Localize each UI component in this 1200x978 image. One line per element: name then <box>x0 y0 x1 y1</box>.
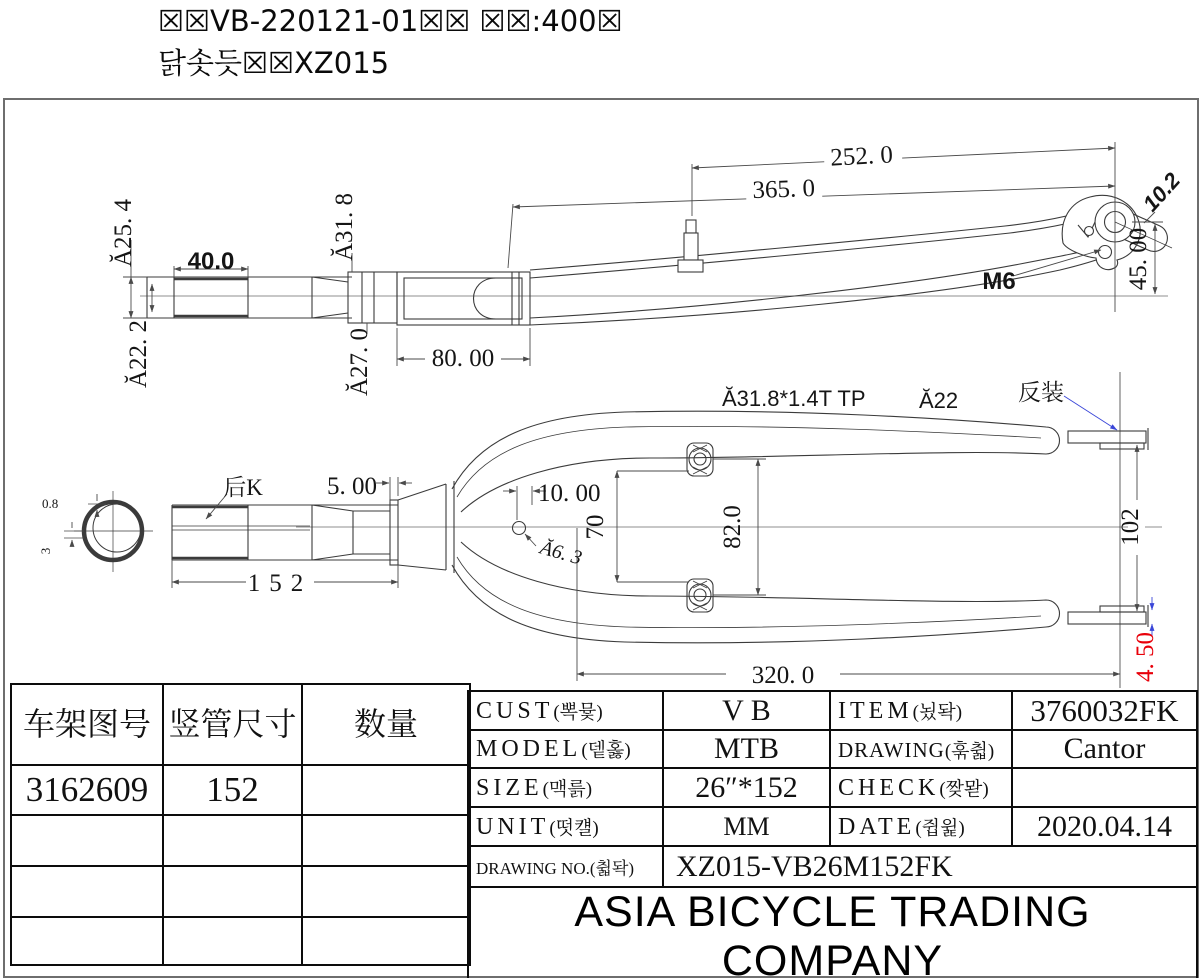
drawing-label: DRAWING(훆췳) <box>830 730 1012 768</box>
vent-hole <box>513 522 526 535</box>
dim-10-2: 10.2 <box>1137 167 1186 217</box>
side-view <box>140 192 1172 325</box>
dim-320: 320. 0 <box>751 662 815 689</box>
model-value: MTB <box>663 730 830 768</box>
check-label: CHECK(짲뫋) <box>830 768 1012 807</box>
side-steerer-tube <box>147 277 352 318</box>
parts-table <box>10 683 471 966</box>
title-row-drawing-no <box>468 846 1197 887</box>
dim-40: 40.0 <box>187 248 235 275</box>
label-blade-spec: Ă31.8*1.4T TP <box>722 386 866 411</box>
dim-0-8: 0.8 <box>42 496 59 511</box>
dim-10: 10. 00 <box>538 480 601 507</box>
side-blades <box>530 205 1110 325</box>
date-label: DATE(쥡윑) <box>830 807 1012 846</box>
drawing-no-value: XZ015-VB26M152FK <box>663 846 1197 887</box>
dim-dia-31-8: Ă31. 8 <box>331 192 358 262</box>
label-rear-k: 后K <box>223 475 263 500</box>
label-m6: M6 <box>982 268 1016 295</box>
title-row-unit <box>468 807 1197 846</box>
dim-5: 5. 00 <box>327 473 377 500</box>
dim-102: 102 <box>1117 508 1144 546</box>
col-quantity: 数量 <box>302 684 470 765</box>
side-view-dimensions <box>123 142 1163 366</box>
side-crown <box>348 272 530 325</box>
plan-steerer-tube <box>172 500 398 565</box>
dim-dia-22-2: Ă22. 2 <box>125 319 152 389</box>
side-view-labels <box>109 141 1186 396</box>
col-steerer-size: 竖管尺寸 <box>163 684 302 765</box>
size-value: 26″*152 <box>663 768 830 807</box>
dim-dia-25-4: Ă25. 4 <box>110 198 137 268</box>
steerer-cross-section <box>74 491 153 572</box>
drawing-no-label: DRAWING NO.(췳돡) <box>468 846 663 887</box>
parts-header-row <box>11 684 470 765</box>
parts-row-1 <box>11 765 470 815</box>
dim-45: 45. 00 <box>1125 227 1152 291</box>
tube-size-value: 152 <box>163 765 302 815</box>
dim-4-50: 4. 50 <box>1132 632 1159 682</box>
label-dia-22: Ă22 <box>919 388 959 413</box>
dim-dia-6-3: Ă6. 3 <box>537 536 585 570</box>
dim-dia-27: Ă27. 0 <box>346 327 373 397</box>
cust-value: V B <box>663 691 830 730</box>
frame-no-value: 3162609 <box>11 765 163 815</box>
title-row-model <box>468 730 1197 768</box>
company-name: ASIA BICYCLE TRADING COMPANY <box>468 887 1197 978</box>
unit-value: MM <box>663 807 830 846</box>
check-value <box>1012 768 1197 807</box>
title-row-size <box>468 768 1197 807</box>
side-brake-boss <box>678 220 703 272</box>
dim-82: 82.0 <box>719 505 746 549</box>
dim-3: 3 <box>38 547 53 555</box>
drawing-value: Cantor <box>1012 730 1197 768</box>
parts-row-2 <box>11 815 470 866</box>
col-frame-drawing-no: 车架图号 <box>11 684 163 765</box>
parts-row-4 <box>11 917 470 965</box>
dim-252: 252. 0 <box>829 141 894 172</box>
plan-view-labels <box>38 380 1159 689</box>
plan-brake-boss-upper <box>687 443 713 476</box>
plan-brake-boss-lower <box>687 579 713 612</box>
item-label: ITEM(뇠돡) <box>830 691 1012 730</box>
dim-152: 152 <box>247 570 313 597</box>
label-reverse-mount: 反装 <box>1018 380 1064 405</box>
header-model-line: 닭솟듯☒☒XZ015 <box>158 46 390 80</box>
title-row-cust <box>468 691 1197 730</box>
cust-label: CUST(뽁뮻) <box>468 691 663 730</box>
unit-label: UNIT(떳컐) <box>468 807 663 846</box>
title-block <box>467 690 1198 978</box>
title-row-company <box>468 887 1197 978</box>
plan-view <box>74 372 1162 688</box>
dim-70: 70 <box>582 514 609 540</box>
header-order-line: ☒☒VB-220121-01☒☒ ☒☒:400☒ <box>158 4 623 38</box>
date-value: 2020.04.14 <box>1012 807 1197 846</box>
size-label: SIZE(맥륽) <box>468 768 663 807</box>
parts-row-3 <box>11 866 470 917</box>
dim-80: 80. 00 <box>431 345 495 372</box>
model-label: MODEL(뎉홇) <box>468 730 663 768</box>
item-value: 3760032FK <box>1012 691 1197 730</box>
dim-365: 365. 0 <box>752 174 816 205</box>
qty-value <box>302 765 470 815</box>
